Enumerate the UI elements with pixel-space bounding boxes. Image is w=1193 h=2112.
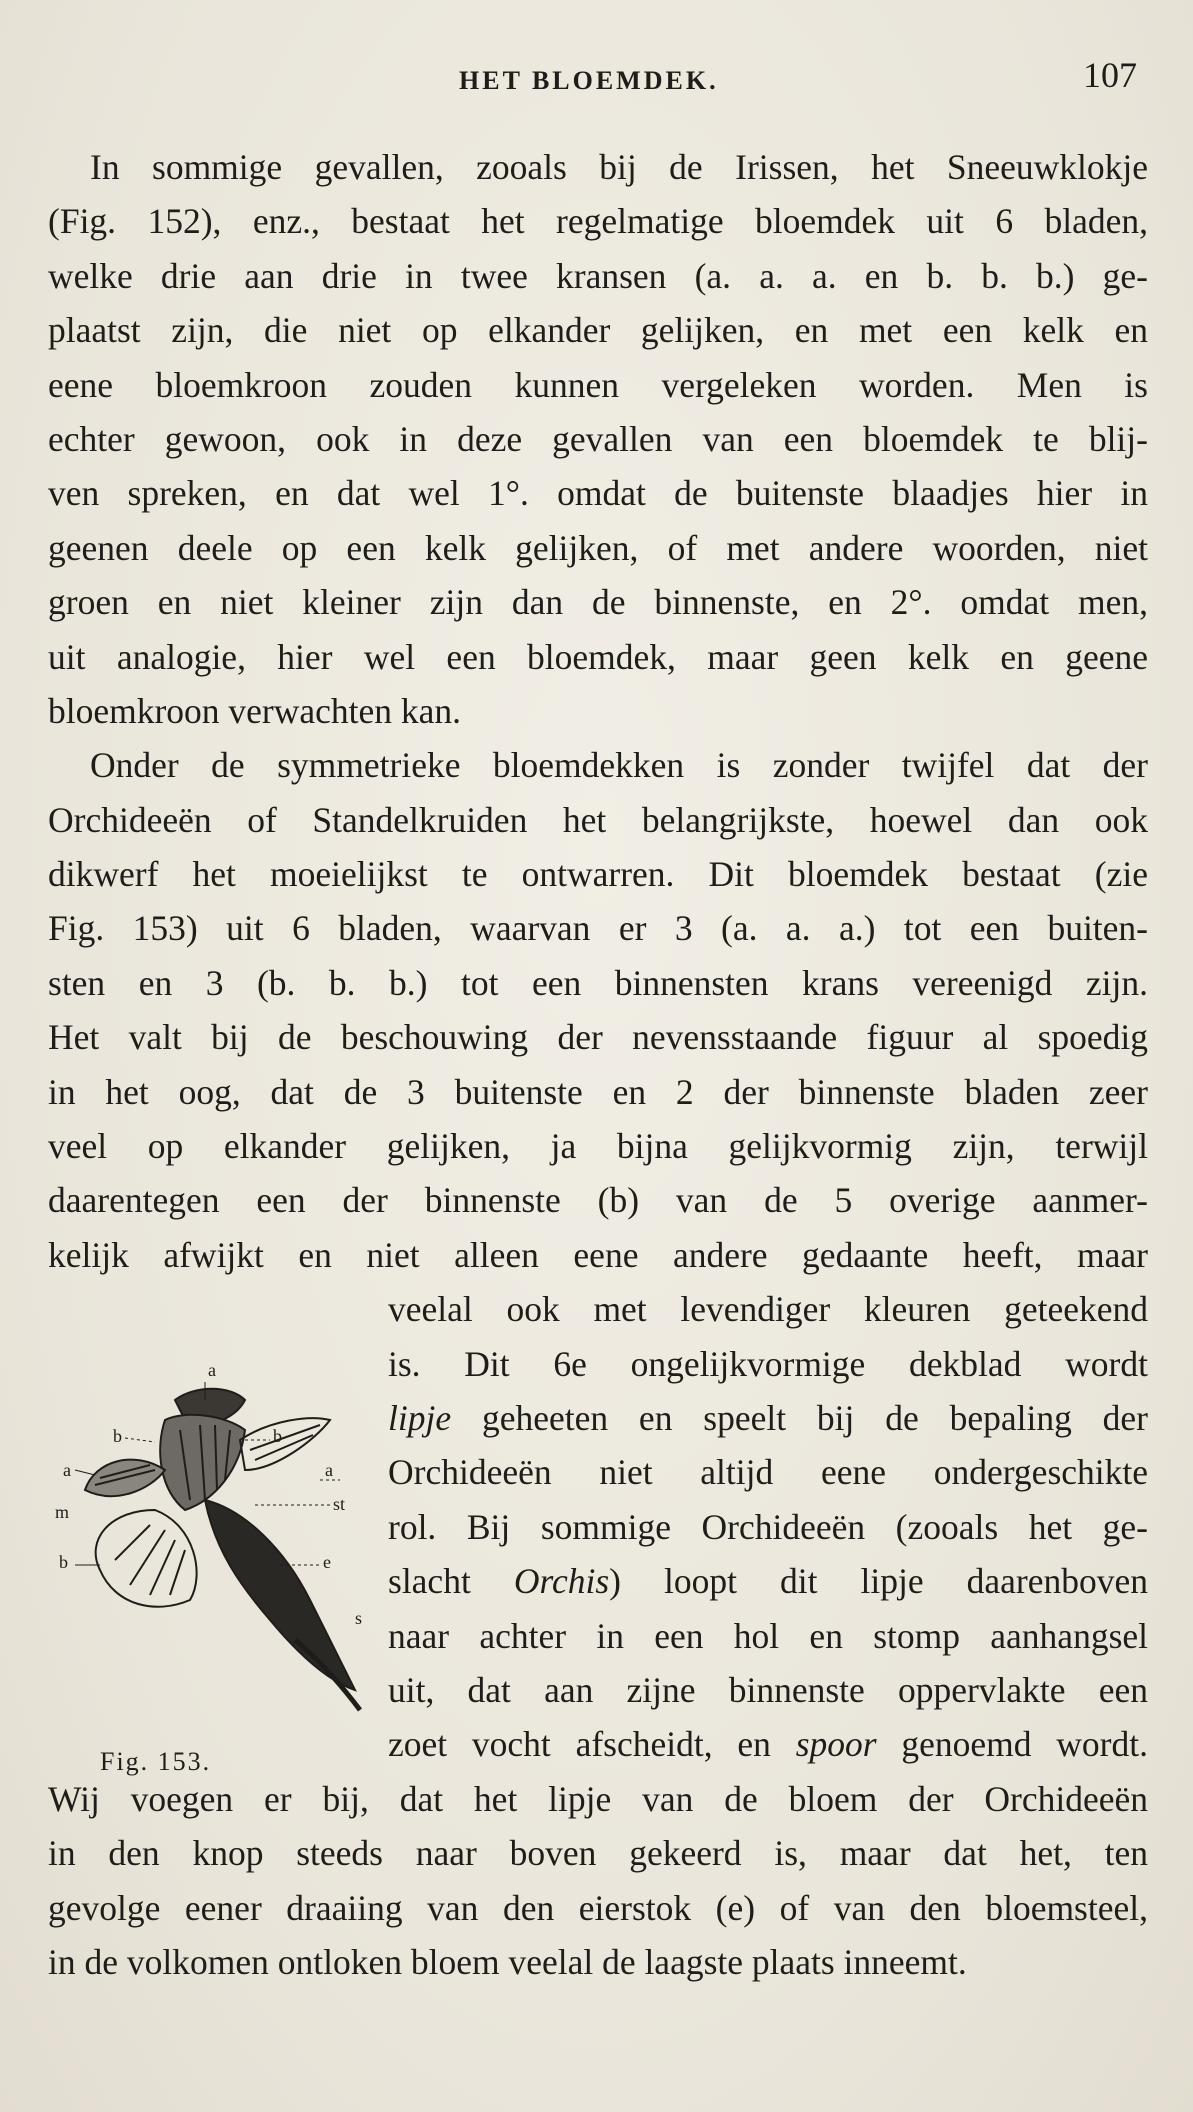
text-line: uit, dat aan zijne binnenste oppervlakte een <box>388 1669 1148 1710</box>
text-line: veelal ook met levendiger kleuren geteekend <box>388 1289 1148 1330</box>
text-line-with-italic <box>388 1554 1148 1608</box>
text-line: welke drie aan drie in twee kransen (a. a. a. en b. b. b.) ge- <box>48 255 1148 296</box>
page-number: 107 <box>1083 55 1137 95</box>
text-line: (Fig. 152), enz., bestaat het regelmatige bloemdek uit 6 bladen, <box>48 201 1148 242</box>
text-line: groen en niet kleiner zijn dan de binnenste, en 2°. omdat men, <box>48 582 1148 623</box>
figure-letter-st: st <box>333 1494 346 1514</box>
text-line: plaatst zijn, die niet op elkander gelijken, en met een kelk en <box>48 310 1148 351</box>
text-fragment: slacht <box>388 1561 514 1602</box>
text-fragment: ) loopt dit lipje daarenboven <box>609 1561 1149 1602</box>
text-line: Orchideeën niet altijd eene ondergeschikte <box>388 1452 1148 1493</box>
text-line: Onder de symmetrieke bloemdekken is zonder twijfel dat der <box>90 745 1148 786</box>
orchid-figure <box>55 1360 375 1800</box>
text-line: geenen deele op een kelk gelijken, of met andere woorden, niet <box>48 527 1148 568</box>
text-line: ven spreken, en dat wel 1°. omdat de buitenste blaadjes hier in <box>48 473 1148 514</box>
text-line: gevolge eener draaiing van den eierstok (e) of van den bloemsteel, <box>48 1887 1148 1928</box>
running-title: HET BLOEMDEK. <box>459 66 719 95</box>
text-line: In sommige gevallen, zooals bij de Irissen, het Sneeuwklokje <box>90 147 1148 187</box>
figure-letter-a: a <box>325 1460 333 1480</box>
text-line: uit analogie, hier wel een bloemdek, maar geen kelk en geene <box>48 636 1148 677</box>
text-line-with-italic <box>388 1391 1148 1445</box>
text-line: is. Dit 6e ongelijkvormige dekblad wordt <box>388 1343 1148 1384</box>
text-fragment: zoet vocht afscheidt, en <box>388 1724 796 1765</box>
text-line: Wij voegen er bij, dat het lipje van de bloem der Orchideeën <box>48 1778 1148 1819</box>
text-line: bloemkroon verwachten kan. <box>48 690 462 731</box>
italic-term-lipje: lipje <box>388 1397 452 1438</box>
text-line: sten en 3 (b. b. b.) tot een binnensten krans vereenigd zijn. <box>48 962 1148 1003</box>
figure-letter-e: e <box>323 1552 331 1572</box>
text-fragment: genoemd wordt. <box>876 1724 1148 1765</box>
italic-term-spoor: spoor <box>795 1724 877 1765</box>
text-line: Orchideeën of Standelkruiden het belangrijkste, hoewel dan ook <box>48 799 1148 840</box>
figure-caption: Fig. 153. <box>100 1747 212 1776</box>
figure-letter-m: m <box>55 1502 70 1522</box>
figure-letter-a: a <box>63 1460 71 1480</box>
text-line-with-italic <box>388 1717 1148 1771</box>
text-line: kelijk afwijkt en niet alleen eene andere gedaante heeft, maar <box>48 1234 1148 1275</box>
figure-letter-a: a <box>208 1360 216 1380</box>
text-line: dikwerf het moeielijkst te ontwarren. Dit bloemdek bestaat (zie <box>48 854 1148 895</box>
text-line: daarentegen een der binnenste (b) van de 5 overige aanmer- <box>48 1180 1148 1221</box>
orchid-illustration <box>55 1360 375 1800</box>
text-line: naar achter in een hol en stomp aanhangsel <box>388 1615 1148 1656</box>
text-line: echter gewoon, ook in deze gevallen van een bloemdek te blij- <box>48 418 1148 459</box>
figure-letter-b: b <box>59 1552 68 1572</box>
text-line: eene bloemkroon zouden kunnen vergeleken worden. Men is <box>48 364 1148 405</box>
text-line: in den knop steeds naar boven gekeerd is, maar dat het, ten <box>48 1833 1148 1874</box>
figure-letter-b: b <box>273 1426 282 1446</box>
figure-letter-s: s <box>355 1608 363 1628</box>
italic-term-orchis: Orchis <box>513 1561 610 1602</box>
text-line: in het oog, dat de 3 buitenste en 2 der binnenste bladen zeer <box>48 1071 1148 1112</box>
text-line: Fig. 153) uit 6 bladen, waarvan er 3 (a. a. a.) tot een buiten- <box>48 908 1148 949</box>
text-fragment: geheeten en speelt bij de bepaling der <box>481 1397 1148 1438</box>
text-line: rol. Bij sommige Orchideeën (zooals het ge- <box>388 1506 1148 1547</box>
text-line: veel op elkander gelijken, ja bijna gelijkvormig zijn, terwijl <box>48 1126 1148 1167</box>
text-line: Het valt bij de beschouwing der nevensstaande figuur al spoedig <box>48 1017 1148 1058</box>
text-line: in de volkomen ontloken bloem veelal de laagste plaats inneemt. <box>48 1941 967 1982</box>
figure-letter-b: b <box>113 1426 122 1446</box>
